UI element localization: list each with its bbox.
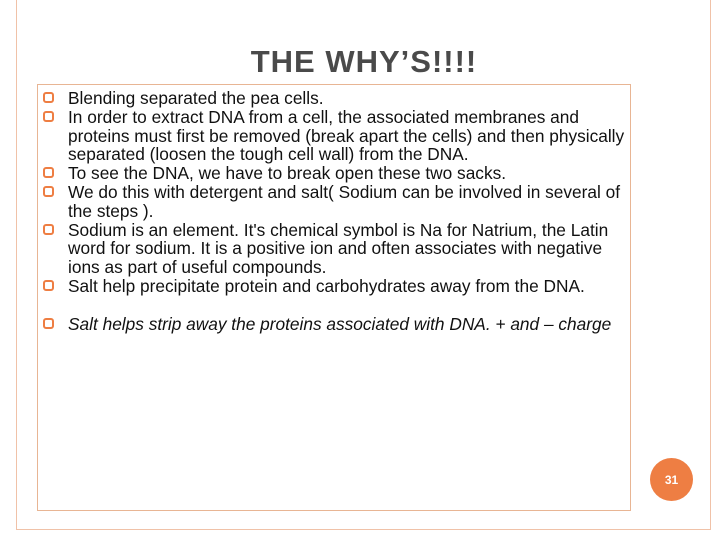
- bullet-text: Blending separated the pea cells.: [68, 88, 324, 108]
- slide-title: THE WHY’S!!!!: [250, 44, 478, 79]
- bullet-text: Salt helps strip away the proteins associated with DNA. + and – charge: [68, 314, 612, 335]
- hollow-square-bullet-icon: [43, 224, 54, 235]
- bullet-item: [43, 315, 628, 333]
- bullet-item: [43, 221, 628, 276]
- bullet-list: [43, 89, 628, 335]
- bullet-text: Salt help precipitate protein and carbohydrates away from the DNA.: [68, 275, 585, 296]
- hollow-square-bullet-icon: [43, 167, 54, 178]
- hollow-square-bullet-icon: [43, 111, 54, 122]
- content-box: [37, 84, 631, 511]
- bullet-item: [43, 277, 628, 295]
- bullet-item: [43, 183, 628, 220]
- bullet-item: [43, 108, 628, 163]
- bullet-item: [43, 89, 628, 107]
- hollow-square-bullet-icon: [43, 318, 54, 329]
- bullet-item: [43, 164, 628, 182]
- bullet-text: In order to extract DNA from a cell, the associated membranes and proteins must first be removed (break apart the cells) and then physically separated (loosen the tough cell wall) from the DNA.: [68, 107, 625, 164]
- bullet-text: To see the DNA, we have to break open these two sacks.: [68, 163, 507, 184]
- bullet-text: We do this with detergent and salt( Sodium can be involved in several of the steps ).: [68, 182, 621, 221]
- bullet-text: Sodium is an element. It's chemical symbol is Na for Natrium, the Latin word for sodium. It is a positive ion and often associates with negative ions as part of useful compounds.: [68, 220, 609, 277]
- hollow-square-bullet-icon: [43, 280, 54, 291]
- hollow-square-bullet-icon: [43, 186, 54, 197]
- page-number-badge: 31: [650, 458, 693, 501]
- hollow-square-bullet-icon: [43, 92, 54, 103]
